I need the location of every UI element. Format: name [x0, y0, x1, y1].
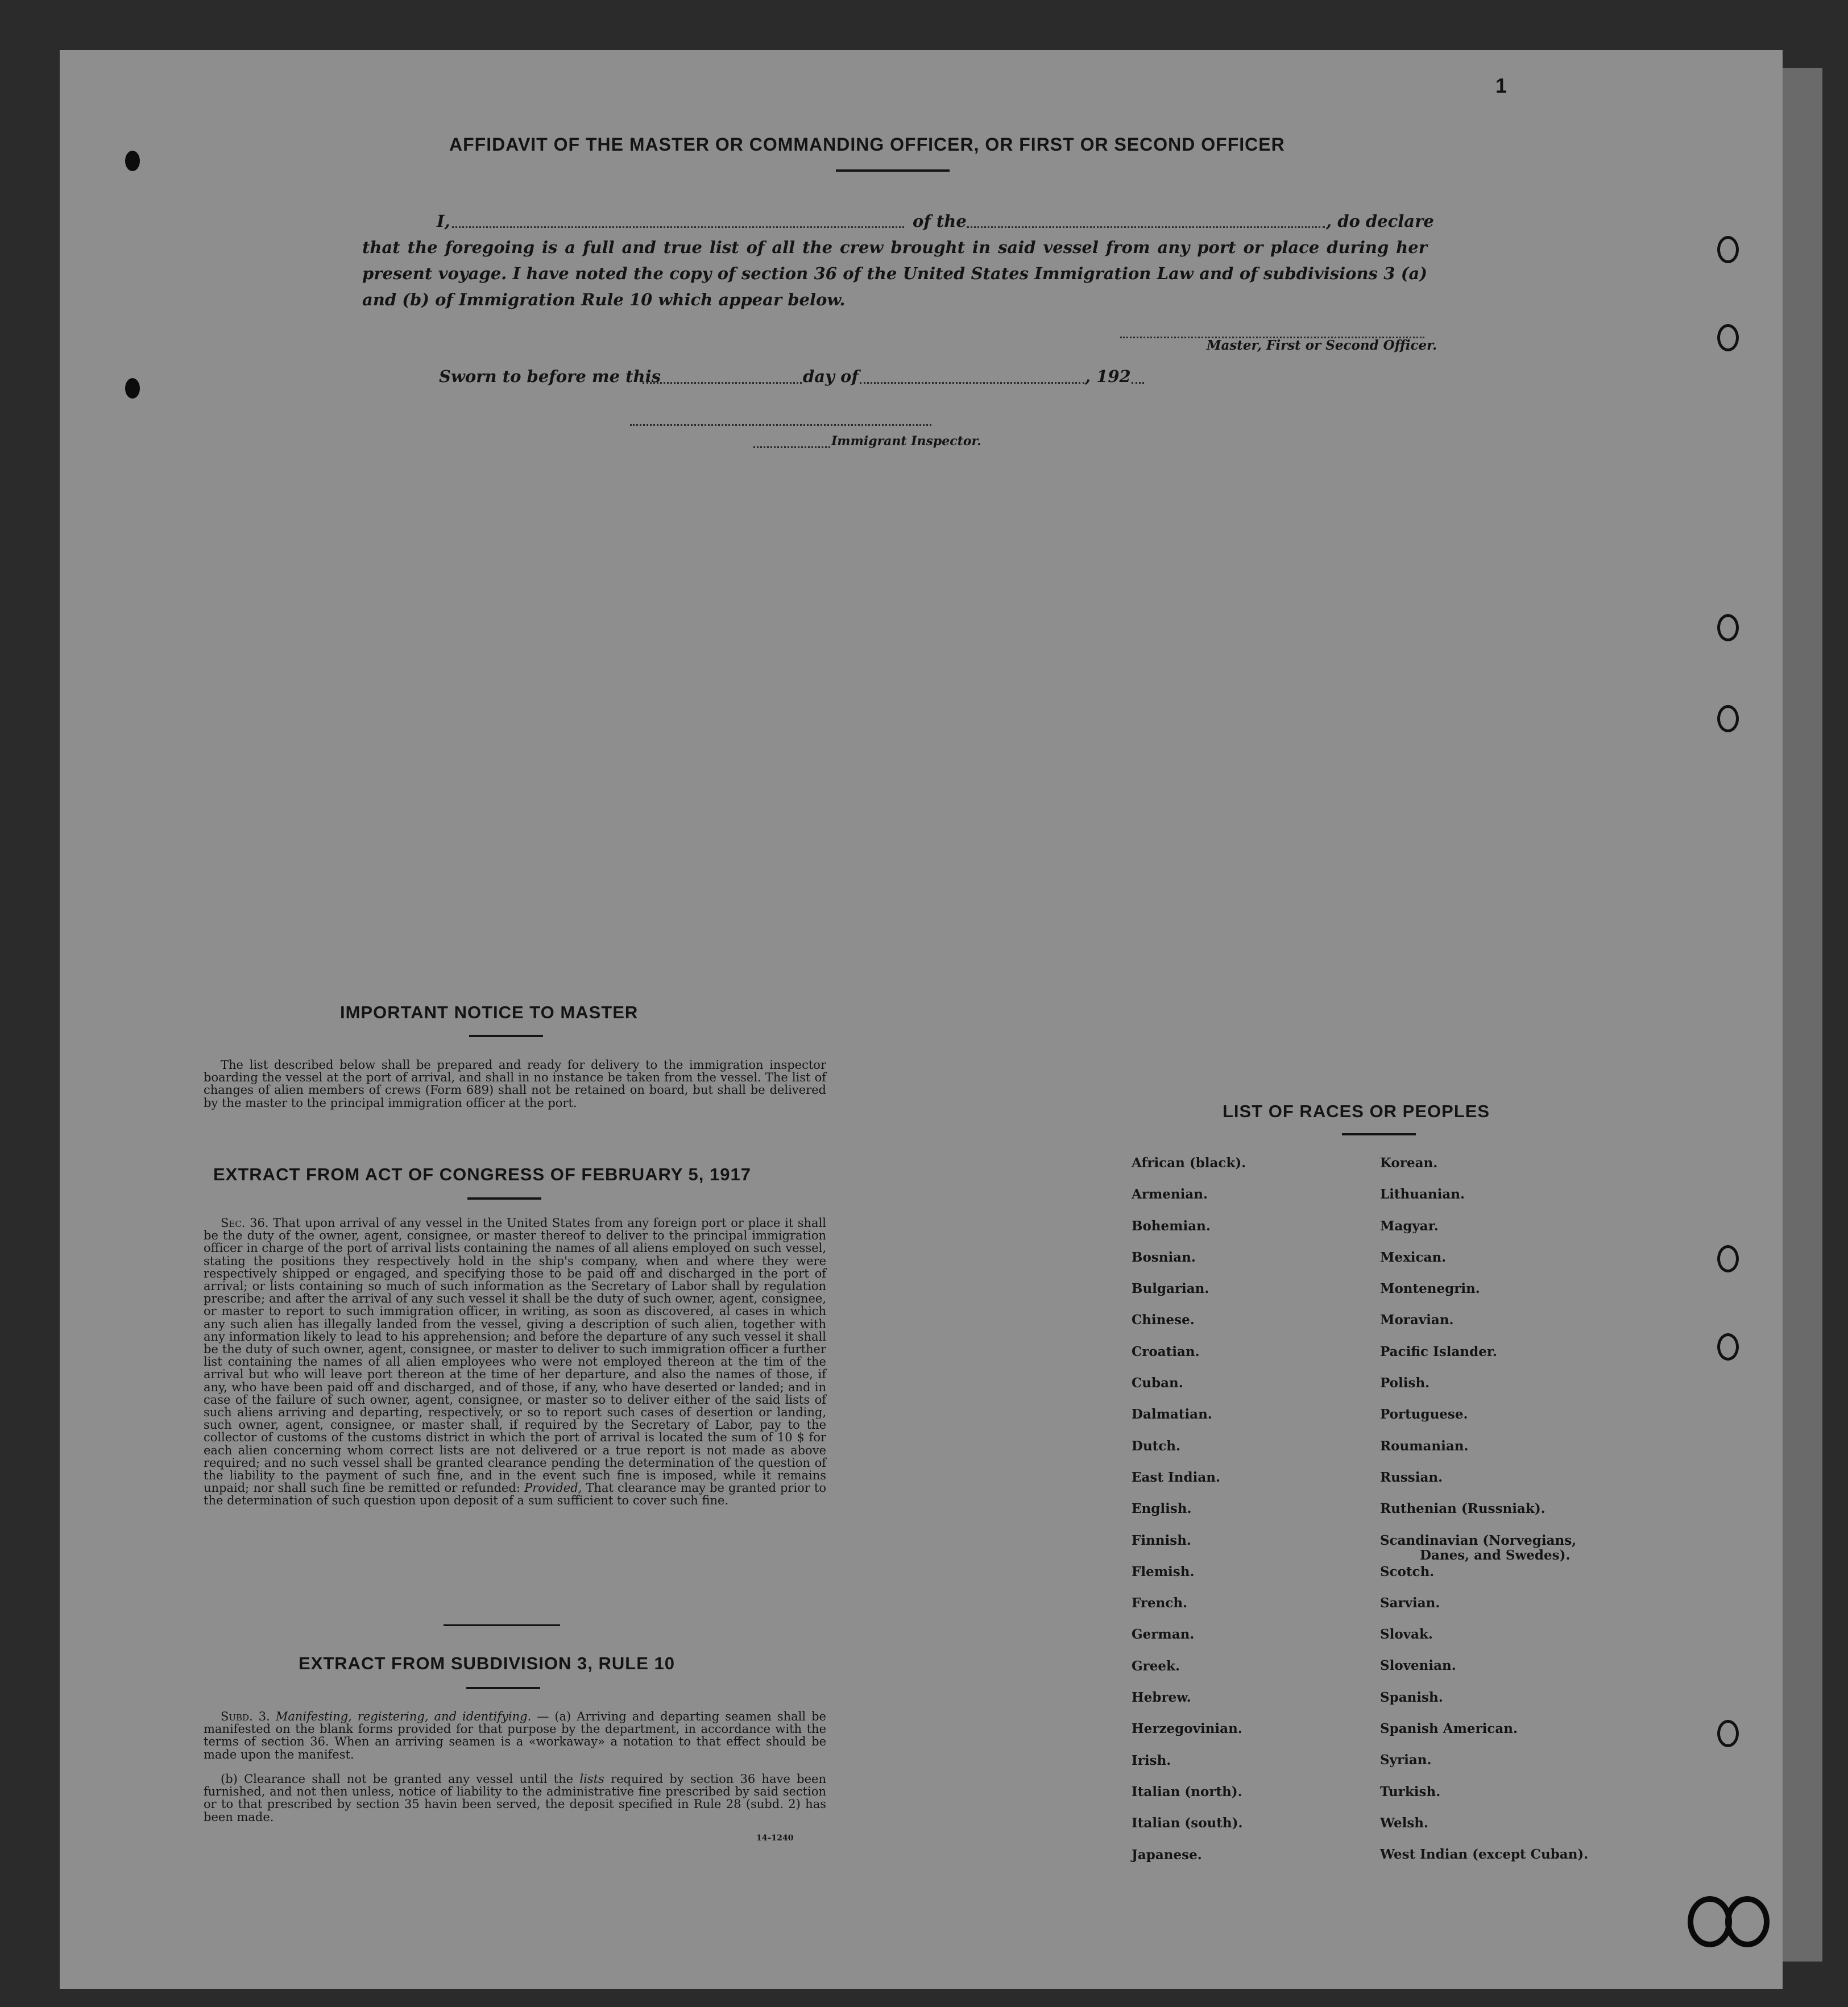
- para-a-text: — (a) Arriving and departing seamen shall be manifested on the blank forms provided for that purpose by the department, in accordance with the terms of section 36. When an arriving seamen is a «workaway» a notation to that effect should be made upon the manifest.: [204, 1710, 826, 1761]
- races-left-column: [1132, 1155, 1246, 1879]
- races-title: LIST OF RACES OR PEOPLES: [1223, 1101, 1490, 1121]
- race-item: Roumanian.: [1380, 1438, 1469, 1454]
- inspector-label: Immigrant Inspector.: [831, 434, 981, 449]
- race-item: Spanish.: [1380, 1689, 1443, 1705]
- race-item: Cuban.: [1132, 1375, 1183, 1391]
- binder-ring: [1717, 236, 1739, 263]
- binder-ring: [1717, 1333, 1739, 1361]
- provided-text: That clearance may be granted prior to the determination of such question upon deposit of a sum sufficient to cover such fine.: [204, 1481, 826, 1508]
- race-item: English.: [1132, 1501, 1192, 1517]
- signature-label: Master, First or Second Officer.: [1207, 338, 1437, 353]
- race-item: Danes, and Swedes).: [1420, 1547, 1571, 1563]
- race-item: Lithuanian.: [1380, 1187, 1465, 1202]
- rule-para-b: [204, 1773, 826, 1823]
- punch-hole: [125, 151, 140, 171]
- vessel-name-line: [967, 226, 1325, 228]
- title-underline: [836, 169, 950, 172]
- race-item: Armenian.: [1132, 1187, 1208, 1202]
- race-item: Russian.: [1380, 1469, 1443, 1485]
- race-item: German.: [1132, 1627, 1195, 1643]
- sworn-prefix: Sworn to before me this: [439, 367, 661, 386]
- race-item: Turkish.: [1380, 1784, 1441, 1799]
- race-item: Scandinavian (Norvegians,: [1380, 1532, 1577, 1548]
- race-item: Croatian.: [1132, 1343, 1200, 1359]
- para-b-lists: lists: [579, 1772, 604, 1786]
- race-item: Dalmatian.: [1132, 1407, 1212, 1423]
- race-item: Bulgarian.: [1132, 1281, 1209, 1297]
- race-item: Hebrew.: [1132, 1690, 1191, 1706]
- race-item: West Indian (except Cuban).: [1380, 1847, 1589, 1863]
- subd-label: Subd. 3.: [221, 1710, 270, 1723]
- notice-underline: [469, 1035, 543, 1037]
- section-text: That upon arrival of any vessel in the United States from any foreign port or place it shall be the duty of the owner, agent, consignee, or master thereof to deliver to the principal immigration officer in charge of the port of arrival lists containing the names of all aliens employed on such vessel, stating the positions they respectively hold in the ship's company, when and where they were respectively shipped or engaged, and specifying those to be paid off and discharged in the port of arrival; or lists containing so much of such information as the Secretary of Labor shall by regulation prescribe; and after the arrival of any such vessel it shall be the duty of such owner, agent, consignee, or master to report to such immigration officer, in writing, as soon as discovered, al cases in which any such alien has illegally landed from the vessel, giving a description of such alien, together with any information likely to lead to his apprehension; and before the departure of any such vessel it shall be the duty of such owner, agent, consignee, or master to deliver to such immigration officer a further list containing the names of all alien employees who were not employed thereon at the tim of the arrival but who will leave port thereon at the time of her departure, and also the names of those, if any, who have been paid off and discharged, and of those, if any, who have deserted or landed; and in case of the failure of such owner, agent, consignee, or master so to deliver either of the said lists of such aliens arriving and departing, respectively, or so to report such cases of desertion or landing, such owner, agent, consignee, or master shall, if required by the Secretary of Labor, pay to the collector of customs of the customs district in which the port of arrival is located the sum of 10 $ for each alien concerning whom correct lists are not delivered or a true report is not made as above required; and no such vessel shall be granted clearance pending the determination of the question of the liability to the payment of such fine, and in the event such fine is imposed, while it remains unpaid; nor shall such fine be remitted or refunded:: [204, 1216, 826, 1495]
- race-item: Sarvian.: [1380, 1595, 1440, 1611]
- section-label: Sec. 36.: [221, 1216, 269, 1230]
- para-b-prefix: (b) Clearance shall not be granted any vessel until the: [221, 1772, 574, 1786]
- race-item: Irish.: [1132, 1752, 1171, 1768]
- para-b-text: required by section 36 have been furnished, and not then unless, notice of liability to the administrative fine prescribed by said section or to that prescribed by section 35 havin been served, the deposit specified in Rule 28 (subd. 2) has been made.: [204, 1772, 826, 1824]
- binder-ring: [1717, 705, 1739, 732]
- race-item: Italian (south).: [1132, 1815, 1243, 1831]
- affidavit-body: that the foregoing is a full and true list of all the crew brought in said vessel from any port or place during her present voyage. I have noted the copy of section 36 of the United States Immigration Law and of subdivisions 3 (a) and (b) of Immigration Rule 10 which appear below.: [362, 238, 1427, 309]
- race-item: Bosnian.: [1132, 1249, 1196, 1265]
- act-title: EXTRACT FROM ACT OF CONGRESS OF FEBRUARY 5, 1917: [213, 1164, 751, 1184]
- page-number: 1: [1495, 74, 1508, 97]
- sworn-date-line: [643, 382, 802, 384]
- binder-ring: [1717, 614, 1739, 641]
- race-item: East Indian.: [1132, 1469, 1220, 1485]
- do-declare: , do declare: [1326, 212, 1434, 231]
- race-item: Spanish American.: [1380, 1721, 1518, 1737]
- inspector-signature-line: [630, 424, 931, 426]
- binder-ring: [1717, 1720, 1739, 1747]
- race-item: Finnish.: [1132, 1532, 1191, 1548]
- race-item: Magyar.: [1380, 1218, 1439, 1234]
- sworn-year-line: [1132, 382, 1144, 384]
- race-item: Chinese.: [1132, 1312, 1195, 1328]
- handwritten-folio-mark: [1680, 1890, 1777, 1953]
- subd-title: Manifesting, registering, and identifying.: [275, 1710, 532, 1723]
- act-section-36: [204, 1217, 826, 1507]
- notice-title: IMPORTANT NOTICE TO MASTER: [340, 1002, 639, 1022]
- rule-title: EXTRACT FROM SUBDIVISION 3, RULE 10: [299, 1653, 675, 1673]
- race-item: Dutch.: [1132, 1438, 1181, 1454]
- punch-hole: [125, 378, 140, 399]
- page-stack-edge: [1783, 68, 1822, 1962]
- sworn-year: , 192: [1085, 367, 1131, 386]
- race-item: French.: [1132, 1595, 1188, 1611]
- race-item: Japanese.: [1132, 1847, 1202, 1863]
- race-item: Portuguese.: [1380, 1407, 1468, 1423]
- affidavit-title: AFFIDAVIT OF THE MASTER OR COMMANDING OFFICER, OR FIRST OR SECOND OFFICER: [449, 134, 1285, 155]
- race-item: Herzegovinian.: [1132, 1721, 1242, 1737]
- race-item: Pacific Islander.: [1380, 1343, 1497, 1359]
- race-item: Slovak.: [1380, 1627, 1433, 1643]
- vessel-of-the: of the: [913, 212, 967, 231]
- declarant-prefix: I,: [437, 212, 450, 231]
- race-item: Syrian.: [1380, 1752, 1432, 1768]
- race-item: Scotch.: [1380, 1564, 1435, 1579]
- races-right-column: [1380, 1155, 1588, 1879]
- race-item: Slovenian.: [1380, 1658, 1456, 1674]
- section-divider: [444, 1624, 560, 1626]
- rule-underline: [466, 1687, 540, 1689]
- race-item: Mexican.: [1380, 1249, 1447, 1265]
- sworn-day-of: day of: [803, 367, 859, 386]
- act-underline: [467, 1197, 541, 1200]
- race-item: Korean.: [1380, 1155, 1438, 1171]
- race-item: Moravian.: [1380, 1312, 1454, 1328]
- race-item: African (black).: [1132, 1155, 1246, 1171]
- race-item: Flemish.: [1132, 1564, 1195, 1579]
- race-item: Greek.: [1132, 1658, 1180, 1674]
- rule-para-a: [204, 1710, 826, 1761]
- race-item: Welsh.: [1380, 1815, 1429, 1831]
- declarant-name-line: [452, 226, 904, 228]
- race-item: Montenegrin.: [1380, 1281, 1480, 1297]
- binder-ring: [1717, 324, 1739, 351]
- inspector-label-lead: [753, 446, 830, 448]
- provided-label: Provided,: [524, 1481, 582, 1495]
- race-item: Ruthenian (Russniak).: [1380, 1501, 1545, 1517]
- race-item: Bohemian.: [1132, 1218, 1211, 1234]
- binder-ring: [1717, 1245, 1739, 1272]
- sworn-month-line: [860, 382, 1084, 384]
- race-item: Polish.: [1380, 1375, 1430, 1391]
- races-underline: [1342, 1133, 1416, 1135]
- notice-text: The list described below shall be prepared and ready for delivery to the immigration inspector boarding the vessel at the port of arrival, and shall in no instance be taken from the vessel. The list of changes of alien members of crews (Form 689) shall not be retained on board, but shall be delivered by the master to the principal immigration officer at the port.: [204, 1058, 826, 1110]
- form-number: 14–1240: [756, 1834, 794, 1843]
- race-item: Italian (north).: [1132, 1784, 1242, 1799]
